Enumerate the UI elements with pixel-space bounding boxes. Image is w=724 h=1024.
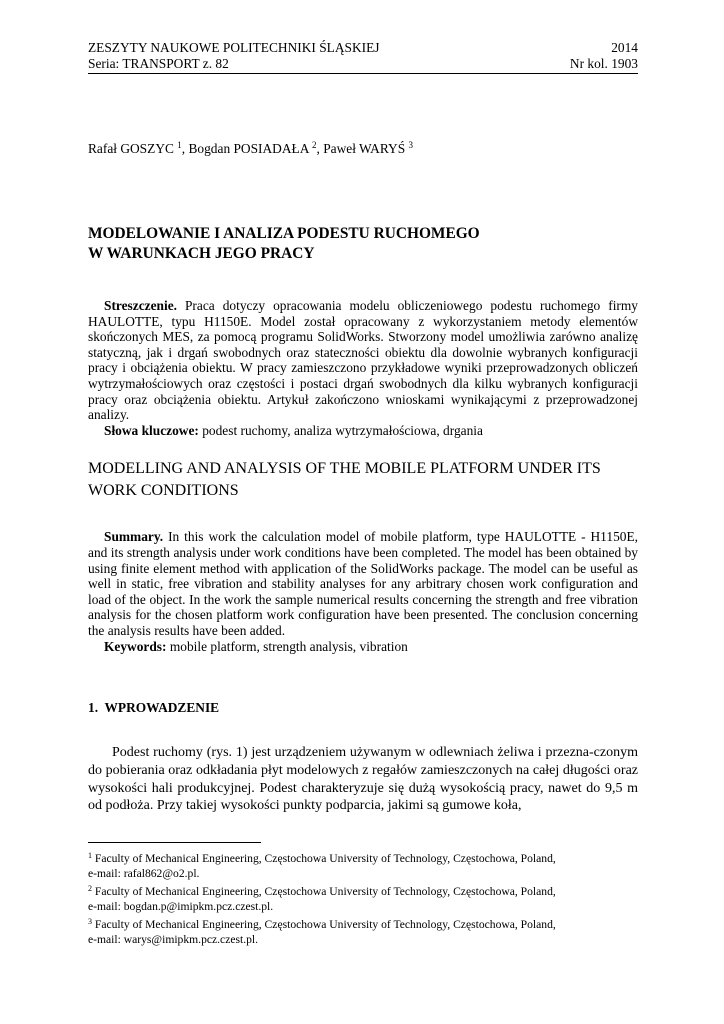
summary-text: In this work the calculation model of mobile platform, type HAULOTTE - H1150E, and its strength analysis under work conditions have been completed. The model has been obtained by using finite element method with application of the SolidWorks package. The model can be useful as well in static, free vibration and stability analyses for any arbitrary chosen work configuration and load of the object. In the work the sample numerical results concerning the strength and free vibration analysis for the chosen platform work configuration have been presented. The conclusion concerning the analysis results have been added. xyxy=(88,529,638,638)
footnotes xyxy=(88,848,638,947)
keywords-text: mobile platform, strength analysis, vibration xyxy=(166,638,408,654)
running-header-bottom xyxy=(88,56,638,74)
journal-year: 2014 xyxy=(611,40,638,55)
paper-title-english: MODELLING AND ANALYSIS OF THE MOBILE PLATFORM UNDER ITS WORK CONDITIONS xyxy=(88,460,601,500)
abstract-label: Streszczenie. xyxy=(104,298,177,313)
section-body: Podest ruchomy (rys. 1) jest urządzeniem używanym w odlewniach żeliwa i przezna-czonym do pobierania oraz odkładania płyt modelowych z regałów zamieszczonych na całej długości oraz wysokości hali produkcyjnej. Podest charakteryzuje się dużą wysokością pracy, nawet do 9,5 m od podłoża. Przy takiej wysokości punkty podparcia, jakimi są gumowe koła, xyxy=(88,745,638,814)
footnote: $^3$ Faculty of Mechanical Engineering, Częstochowa University of Technology, Częstochowa, Poland, e-mail: warys@imipkm.pcz.czest.pl. xyxy=(88,917,556,946)
author-list xyxy=(88,140,638,157)
footnote: $^2$ Faculty of Mechanical Engineering, Częstochowa University of Technology, Częstochowa, Poland, e-mail: bogdan.p@imipkm.pcz.czest.pl. xyxy=(88,884,556,913)
paper-title-polish: MODELOWANIE I ANALIZA PODESTU RUCHOMEGO W WARUNKACH JEGO PRACY xyxy=(88,225,480,262)
keywords-polish xyxy=(88,423,638,439)
author: Paweł WARYŚ $^3$ xyxy=(323,140,414,156)
section-heading: 1. WPROWADZENIE xyxy=(88,700,220,716)
abstract-text: Praca dotyczy opracowania modelu obliczeniowego podestu ruchomego firmy HAULOTTE, typu H1150E. Model został opracowany z wykorzystaniem metody elementów skończonych MES, za pomocą programu SolidWorks. Stworzony model umożliwia zarówno analizę statyczną, jak i drgań swobodnych oraz stateczności obiektu dla dowolnie wybranych konfiguracji pracy i obciążenia obiektu. W pracy zamieszczono przykładowe wyniki przeprowadzonych obliczeń wytrzymałościowych oraz częstości i postaci drgań swobodnych dla kilku wybranych konfiguracji pracy oraz obciążenia obiektu. Artykuł zakończono wnioskami wynikającymi z przeprowadzonej analizy. xyxy=(88,298,638,423)
keywords-english xyxy=(88,639,638,655)
journal-name: ZESZYTY NAUKOWE POLITECHNIKI ŚLĄSKIEJ xyxy=(88,40,380,55)
keywords-text: podest ruchomy, analiza wytrzymałościowa, drgania xyxy=(198,422,483,438)
summary-english xyxy=(88,529,638,638)
author: Bogdan POSIADAŁA $^2$, xyxy=(188,140,324,156)
keywords-label: Keywords: xyxy=(104,638,167,654)
abstract-polish xyxy=(88,298,638,423)
journal-issue: Nr kol. 1903 xyxy=(569,56,638,71)
running-header-top xyxy=(88,40,638,56)
footnote: $^1$ Faculty of Mechanical Engineering, Częstochowa University of Technology, Częstochowa, Poland, e-mail: rafal862@o2.pl. xyxy=(88,851,556,880)
keywords-label: Słowa kluczowe: xyxy=(104,422,199,438)
author: Rafał GOSZYC $^1$, xyxy=(88,140,189,156)
summary-label: Summary. xyxy=(104,529,164,545)
footnote-rule xyxy=(88,842,261,843)
journal-series: Seria: TRANSPORT z. 82 xyxy=(88,56,229,71)
paper-page xyxy=(88,40,638,815)
